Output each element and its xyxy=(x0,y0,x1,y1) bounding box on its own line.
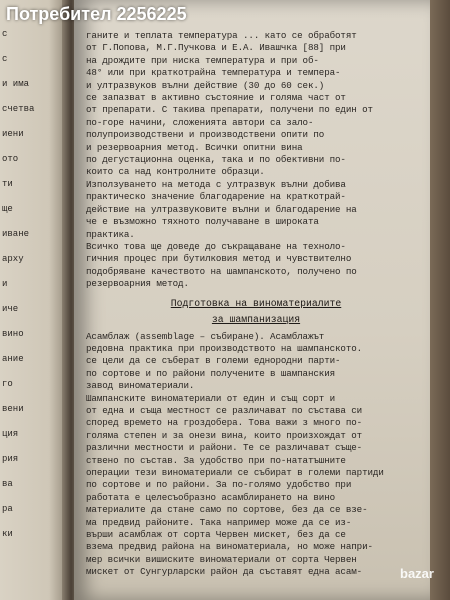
text-line: по сортове и по райони. За по-голямо удобство при xyxy=(86,479,352,491)
text-line: взема предвид района на виноматериала, но може напри- xyxy=(86,541,373,553)
left-text-fragment: иче xyxy=(2,304,19,314)
text-line: ствено по състав. За удобство при по-нататъшните xyxy=(86,454,346,466)
text-line: голяма степен и за онези вина, които произхождат от xyxy=(86,429,363,441)
left-text-fragment: с xyxy=(2,54,8,64)
left-text-fragment: арху xyxy=(2,254,24,264)
text-line: ганите и теплата температура ... като се обработят xyxy=(86,30,357,41)
left-text-fragment: го xyxy=(2,379,13,389)
left-text-fragment: ра xyxy=(2,504,13,514)
text-line: и резервоарния метод. Всички опитни вина xyxy=(86,141,303,153)
text-line: които са над контролните образци. xyxy=(86,166,265,178)
left-text-fragment: и xyxy=(2,279,8,289)
text-line: операции тези виноматериали се събират в големи партиди xyxy=(86,467,384,478)
text-line: върши асамблаж от сорта Червен мискет, без да се xyxy=(86,529,346,541)
text-line: полупроизводствени и производствени опити по xyxy=(86,129,325,141)
text-line: подобряване качеството на шампанското, получено по xyxy=(86,265,357,277)
bazar-logo: bazar xyxy=(400,566,434,581)
text-line: 48° или при краткотрайна температура и темпера- xyxy=(86,67,341,79)
watermark-text: Потребител 2256225 xyxy=(6,4,187,24)
text-line: че е възможно тяхното получаване в широката xyxy=(86,216,319,228)
text-line: мер всички вишиските виноматериали от сорта Червен xyxy=(86,553,357,565)
text-line: завод виноматериали. xyxy=(86,380,195,392)
left-text-fragment: счетва xyxy=(2,104,35,114)
text-line: резервоарния метод. xyxy=(86,278,189,290)
text-line: по сортове и по райони получените в шампанския xyxy=(86,367,336,379)
left-text-fragment: ция xyxy=(2,429,19,439)
text-line: се цели да се съберат в големи еднородни парти- xyxy=(86,355,341,367)
left-text-fragment: ва xyxy=(2,479,13,489)
left-text-fragment: ание xyxy=(2,354,24,364)
left-text-fragment: и има xyxy=(2,79,30,89)
text-line: мискет от Сунгурларски район да съставят една асам- xyxy=(86,566,363,578)
left-text-fragment: ти xyxy=(2,179,13,189)
text-line: според времето на гроздобера. Това важи з много по- xyxy=(86,417,363,429)
text-line: по-горе начини, сложенията автори са зало- xyxy=(86,116,314,128)
text-line: Използуването на метода с ултразвук вълни добива xyxy=(86,178,346,190)
text-line: и ултразвуков вълни действие (30 до 60 сек.) xyxy=(86,79,325,91)
left-text-fragment: ото xyxy=(2,154,19,164)
text-line: практика. xyxy=(86,228,135,240)
text-line: от препарати. С такива препарати, получени по един от xyxy=(86,104,373,116)
text-line: ма предвид районите. Така например може да се из- xyxy=(86,516,352,528)
text-line: от Г.Попова, М.Г.Пучкова и Е.А. Ивашчка [88] при xyxy=(86,42,346,54)
left-text-fragment: вино xyxy=(2,329,24,339)
left-page xyxy=(0,0,70,600)
text-line: редовна практика при производството на шампанското. xyxy=(86,342,363,354)
book-edge xyxy=(430,0,450,600)
text-line: Всичко това ще доведе до съкращаване на техноло- xyxy=(86,240,346,252)
text-line: от една и съща местност се различават по състава си xyxy=(86,404,363,416)
left-text-fragment: иване xyxy=(2,229,30,239)
left-text-fragment: иени xyxy=(2,129,24,139)
text-line: практическо значение благодарение на краткотрай- xyxy=(86,191,346,203)
text-line: Шампанските виноматериали от един и същ сорт и xyxy=(86,392,336,404)
text-line: Асамблаж (assemblage – събиране). Асамблажът xyxy=(86,330,325,342)
text-line: действие на ултразвуковите вълни и благодарение на xyxy=(86,203,357,215)
text-line: гичния процес при бутилковия метод и чувствително xyxy=(86,253,352,265)
text-line: се запазват в активно състояние и голяма част от xyxy=(86,92,346,104)
paragraph-block-2 xyxy=(86,331,426,579)
left-text-fragment: ще xyxy=(2,204,13,214)
left-text-fragment: ки xyxy=(2,529,13,539)
text-line: материалите да стане само по сортове, без да се взе- xyxy=(86,504,368,516)
left-text-fragment: вени xyxy=(2,404,24,414)
right-page-text xyxy=(86,30,426,579)
paragraph-block-1 xyxy=(86,30,426,291)
left-text-fragment: с xyxy=(2,29,8,39)
text-line: по дегустационна оценка, така и по обективни по- xyxy=(86,154,346,166)
section-heading: Подготовка на виноматериалите xyxy=(170,297,342,309)
section-subheading: за шампанизация xyxy=(211,313,301,325)
left-text-fragment: рия xyxy=(2,454,19,464)
text-line: различни местности и райони. Те се различават съще- xyxy=(86,442,363,454)
text-line: работата е целесъобразно асамблирането на вино xyxy=(86,491,336,503)
text-line: на дрождите при ниска температура и при об- xyxy=(86,54,319,66)
